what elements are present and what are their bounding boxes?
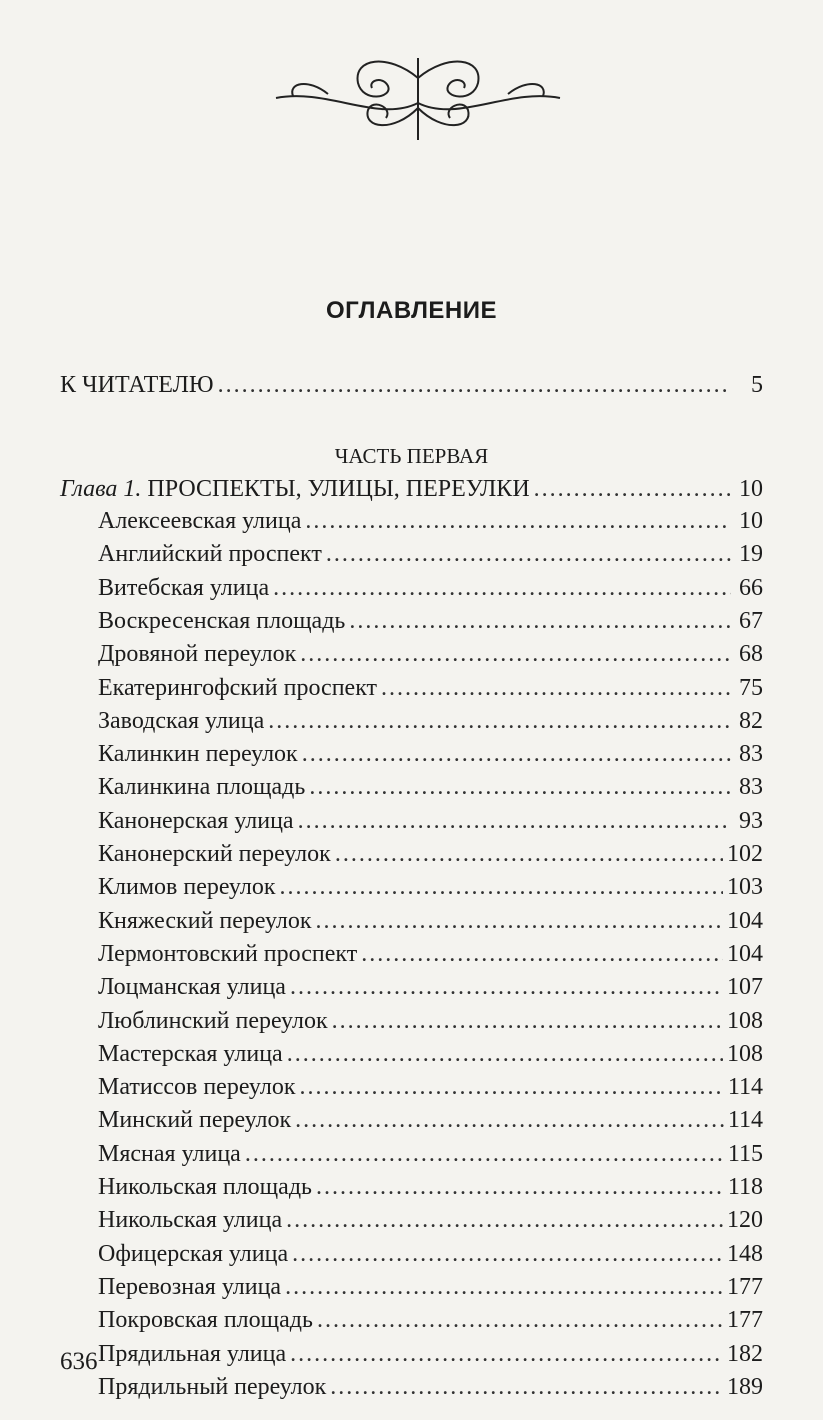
leader-dots (287, 1041, 723, 1068)
toc-row[interactable] (98, 575, 763, 605)
leader-dots (268, 708, 731, 735)
toc-label: Перевозная улица (98, 1273, 282, 1300)
toc-page: 19 (739, 541, 763, 568)
toc-page: 5 (751, 372, 763, 398)
toc-row[interactable] (98, 1008, 763, 1038)
toc-row[interactable] (98, 1107, 763, 1137)
leader-dots (302, 741, 731, 768)
toc-page: 75 (739, 674, 763, 701)
toc-row[interactable] (98, 741, 763, 771)
toc-label: Дровяной переулок (98, 641, 297, 668)
toc-label: Покровская площадь (98, 1307, 313, 1334)
toc-page: 148 (727, 1240, 763, 1267)
toc-page: 67 (739, 607, 763, 634)
toc-row[interactable] (98, 1341, 763, 1371)
toc-page: 189 (727, 1373, 763, 1400)
toc-page: 93 (739, 807, 763, 834)
toc-page: 120 (727, 1207, 763, 1234)
toc-row[interactable] (98, 874, 763, 904)
toc-row[interactable] (98, 708, 763, 738)
leader-dots (290, 1341, 723, 1368)
toc-page: 104 (727, 940, 763, 967)
leader-dots (316, 1174, 724, 1201)
leader-dots (279, 874, 723, 901)
toc-label: Прядильная улица (98, 1340, 287, 1367)
toc-label: Екатерингофский проспект (98, 674, 378, 701)
toc-row[interactable] (98, 1141, 763, 1171)
toc-row[interactable] (98, 1074, 763, 1104)
toc-row-preface[interactable] (60, 372, 763, 402)
toc-label: Матиссов переулок (98, 1074, 296, 1101)
leader-dots (349, 608, 731, 635)
toc-row[interactable] (98, 541, 763, 571)
toc-row[interactable] (98, 941, 763, 971)
toc-label: Никольская улица (98, 1207, 283, 1234)
toc-page: 10 (739, 508, 763, 534)
leader-dots (316, 908, 723, 935)
toc-row[interactable] (98, 1041, 763, 1071)
toc-label: Никольская площадь (98, 1174, 312, 1200)
page-number: 636 (60, 1348, 98, 1375)
part-title: ЧАСТЬ ПЕРВАЯ (334, 444, 489, 468)
toc-row[interactable] (98, 1374, 763, 1404)
toc-label: Английский проспект (98, 541, 322, 568)
toc-page: 115 (727, 1140, 763, 1167)
toc-row[interactable] (98, 1241, 763, 1271)
toc-label: Лоцманская улица (98, 974, 286, 1001)
leader-dots (317, 1307, 723, 1334)
toc-label: Мясная улица (98, 1140, 241, 1167)
leader-dots (292, 1241, 723, 1268)
toc-row-chapter[interactable] (60, 476, 763, 506)
toc-heading: ОГЛАВЛЕНИЕ (325, 297, 498, 324)
leader-dots (290, 974, 723, 1001)
leader-dots (330, 1374, 723, 1401)
toc-label: К ЧИТАТЕЛЮ (60, 372, 214, 398)
toc-label: Заводская улица (98, 707, 265, 734)
toc-page: 118 (727, 1174, 763, 1200)
leader-dots (245, 1141, 724, 1168)
toc-page: 83 (739, 741, 763, 768)
chapter-prefix: Глава 1. (60, 476, 142, 502)
toc-row[interactable] (98, 841, 763, 871)
toc-page: 10 (739, 476, 763, 502)
toc-page: 114 (727, 1107, 763, 1134)
toc-page: 114 (727, 1074, 763, 1101)
toc-label: Калинкина площадь (98, 774, 306, 801)
toc-page: 177 (727, 1307, 763, 1334)
toc-label: Алексеевская улица (98, 508, 302, 534)
toc-row[interactable] (98, 1207, 763, 1237)
leader-dots (285, 1274, 723, 1301)
toc-page: 68 (739, 641, 763, 668)
toc-page: 102 (727, 841, 763, 867)
toc-label: Калинкин переулок (98, 741, 298, 768)
toc-row[interactable] (98, 1274, 763, 1304)
toc-page: 83 (739, 774, 763, 801)
toc-page: 107 (727, 974, 763, 1001)
flourish-ornament-icon (268, 48, 568, 146)
toc-label: Мастерская улица (98, 1040, 283, 1067)
toc-row[interactable] (98, 608, 763, 638)
leader-dots (298, 808, 731, 835)
toc-page: 182 (727, 1340, 763, 1367)
toc-label: Прядильный переулок (98, 1373, 327, 1400)
leader-dots (381, 675, 731, 702)
leader-dots (335, 841, 723, 868)
toc-label: ПРОСПЕКТЫ, УЛИЦЫ, ПЕРЕУЛКИ (147, 476, 530, 502)
toc-page: 108 (727, 1007, 763, 1034)
toc-label: Минский переулок (98, 1107, 292, 1134)
toc-page: 108 (727, 1040, 763, 1067)
toc-page: 103 (727, 874, 763, 901)
leader-dots (309, 774, 731, 801)
toc-row[interactable] (98, 641, 763, 671)
toc-page: 104 (727, 907, 763, 934)
toc-label: Офицерская улица (98, 1240, 289, 1267)
leader-dots (361, 941, 723, 968)
toc-row[interactable] (98, 974, 763, 1004)
toc-row[interactable] (98, 808, 763, 838)
toc-label: Княжеский переулок (98, 907, 312, 934)
leader-dots (326, 541, 731, 568)
toc-label: Канонерский переулок (98, 841, 331, 867)
leader-dots (286, 1207, 723, 1234)
toc-page: 82 (739, 707, 763, 734)
toc-page: 177 (727, 1273, 763, 1300)
toc-label: Канонерская улица (98, 807, 294, 834)
toc-row[interactable] (98, 1307, 763, 1337)
toc-label: Климов переулок (98, 874, 276, 901)
leader-dots (218, 372, 731, 399)
leader-dots (299, 1074, 723, 1101)
toc-label: Люблинский переулок (98, 1007, 328, 1034)
toc-label: Воскресенская площадь (98, 607, 346, 634)
leader-dots (300, 641, 731, 668)
leader-dots (295, 1107, 724, 1134)
toc-row[interactable] (98, 508, 763, 538)
toc-row[interactable] (98, 1174, 763, 1204)
toc-label: Витебская улица (98, 574, 270, 601)
toc-row[interactable] (98, 908, 763, 938)
toc-row[interactable] (98, 774, 763, 804)
leader-dots (273, 575, 731, 602)
leader-dots (534, 476, 731, 503)
toc-page: 66 (739, 574, 763, 601)
leader-dots (305, 508, 731, 535)
toc-row[interactable] (98, 675, 763, 705)
leader-dots (332, 1008, 723, 1035)
toc-label: Лермонтовский проспект (98, 940, 358, 967)
